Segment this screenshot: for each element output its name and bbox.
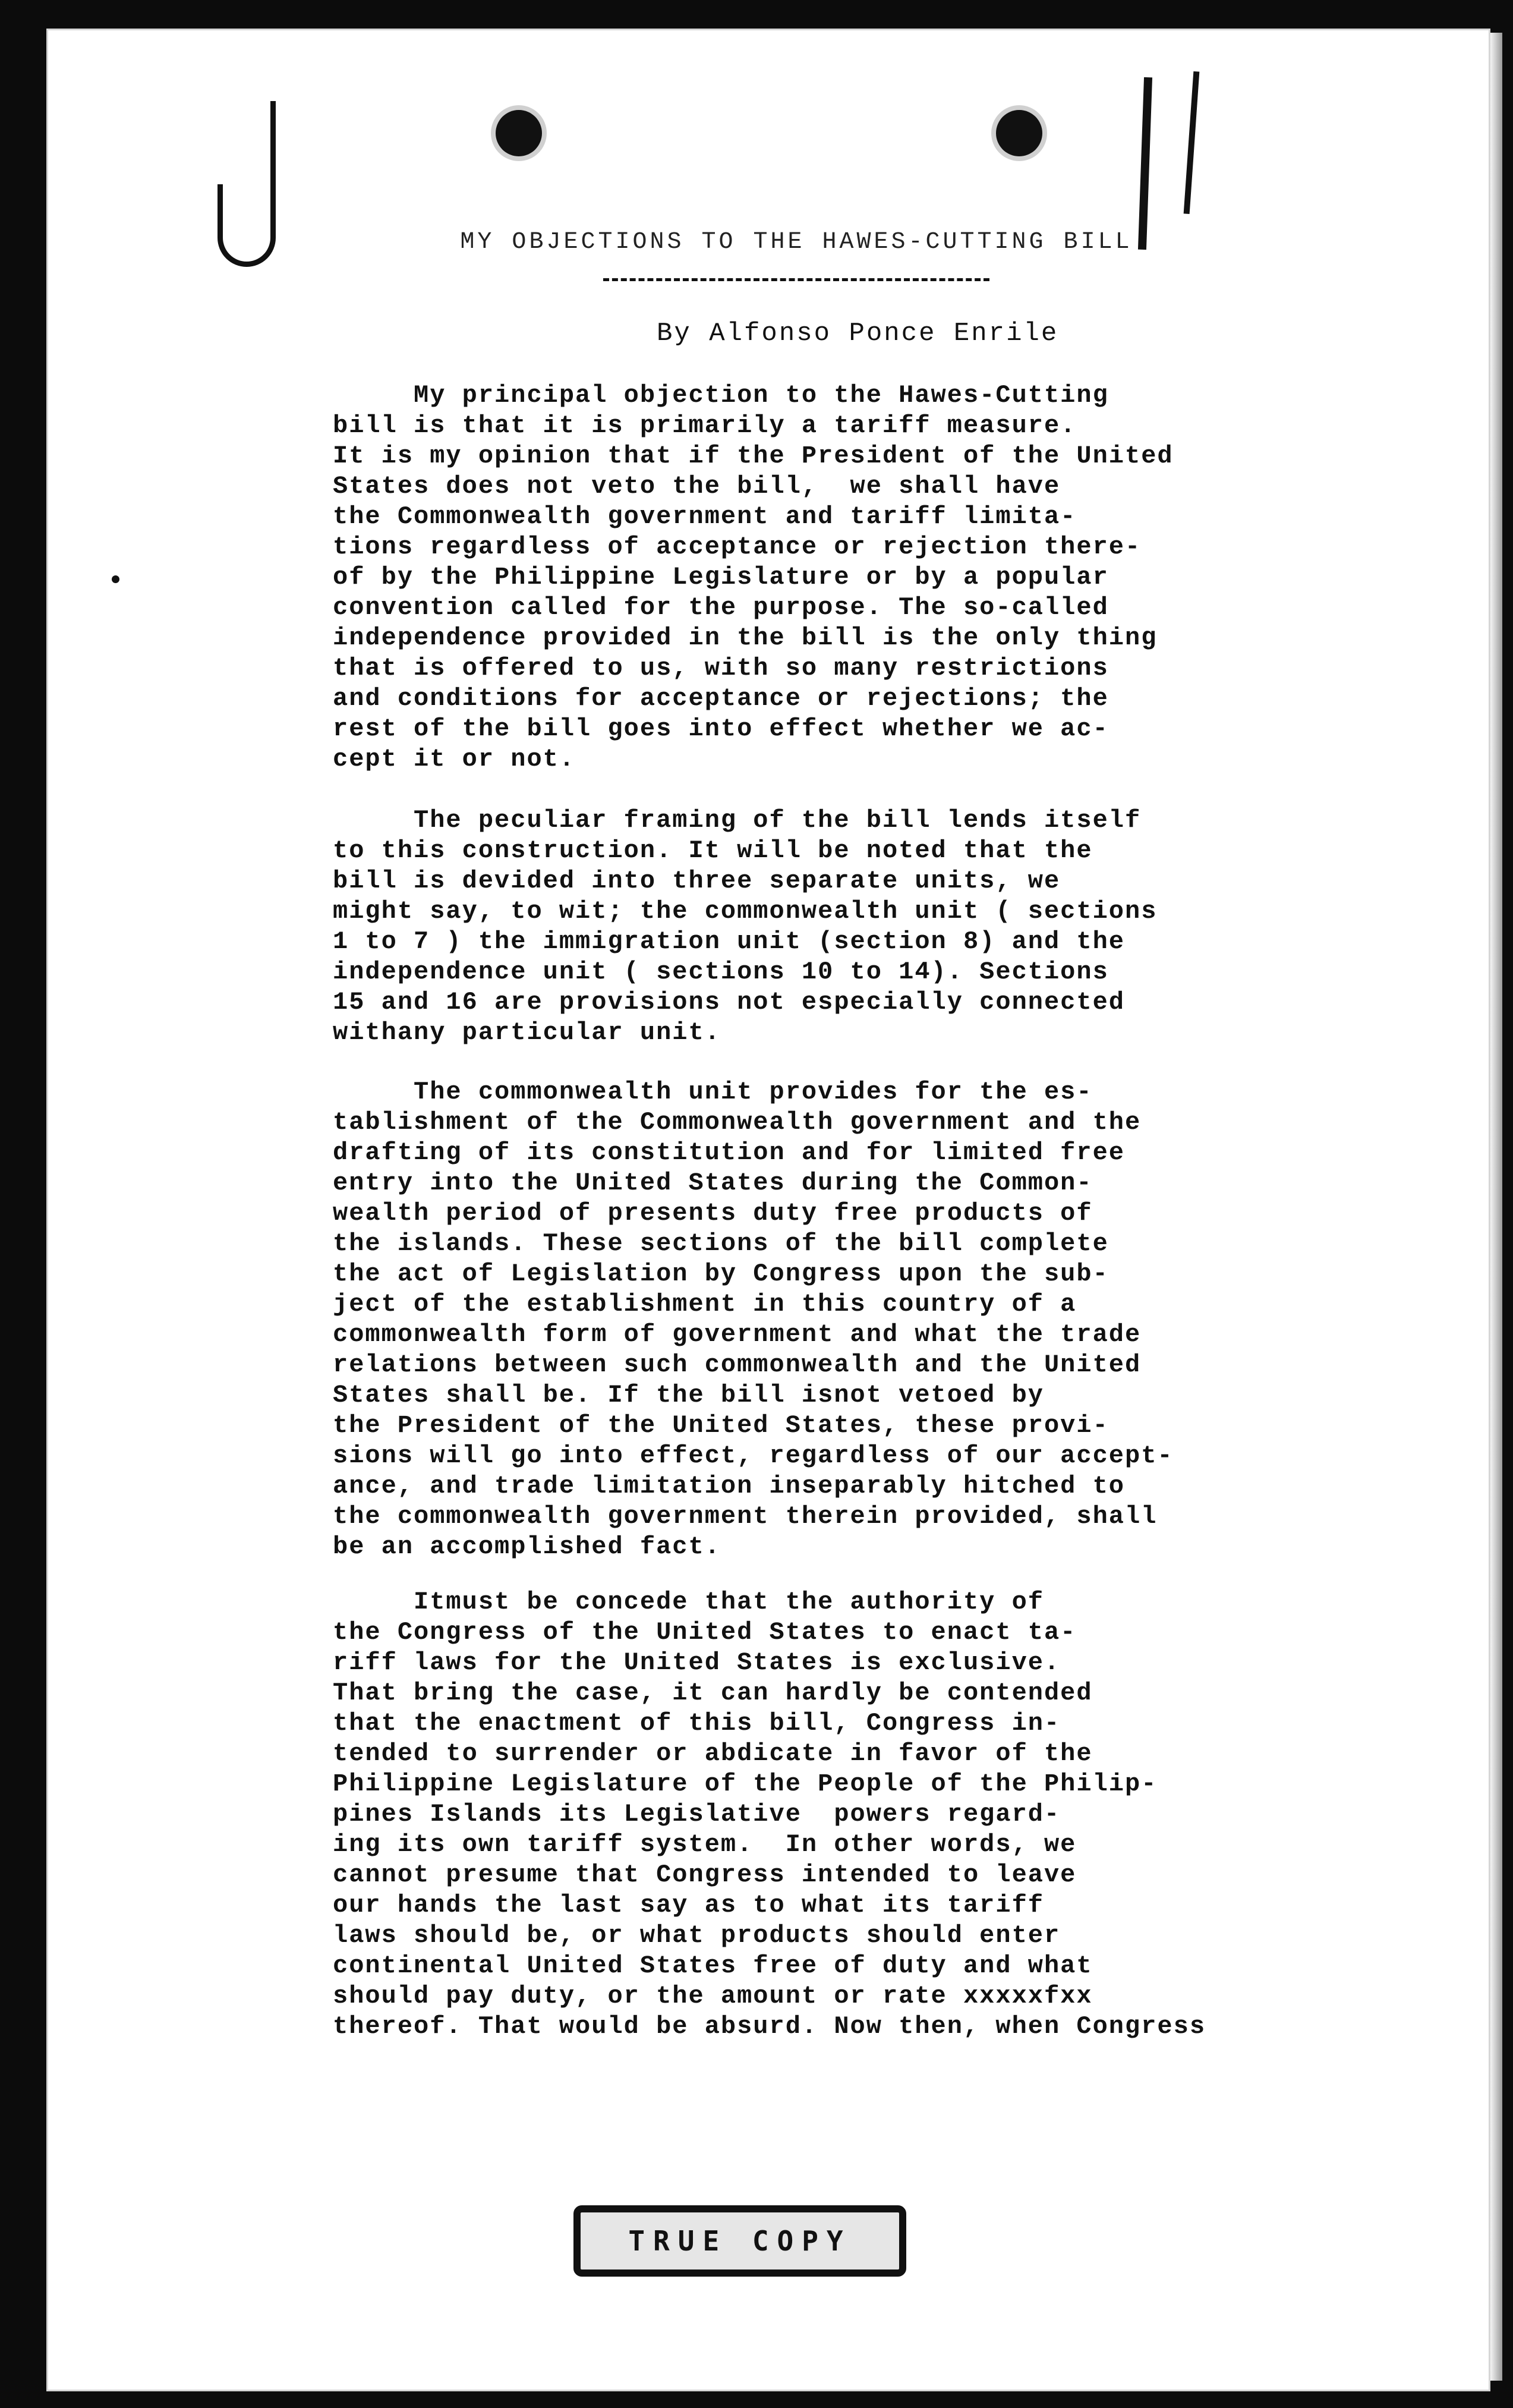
paragraph: My principal objection to the Hawes-Cutting bill is that it is primarily a tariff measure. It is my opinion that if the President of the United States does not veto the bill, we shall have the Commonwealth government and tariff limita- tions regardless of acceptance or rejection there- of by the Philippine Legislature or by a popular convention called for the purpose. The so-called independence provided in the bill is the only thing that is offered to us, with so many restrictions and conditions for acceptance or rejections; the rest of the bill goes into effect whether we ac- cept it or not. <box>333 381 1174 773</box>
paper-clip-icon <box>218 101 276 267</box>
page-edge <box>1490 33 1502 2381</box>
ink-dot <box>112 575 119 583</box>
true-copy-stamp <box>573 2205 906 2277</box>
document-title: MY OBJECTIONS TO THE HAWES-CUTTING BILL <box>460 229 1133 256</box>
paper-clip-gap <box>218 101 223 184</box>
punch-hole-right <box>996 110 1042 156</box>
punch-hole-left <box>496 110 542 156</box>
stamp-text: TRUE COPY <box>628 2225 852 2257</box>
author-line: By Alfonso Ponce Enrile <box>657 319 1059 348</box>
title-underline <box>603 278 989 281</box>
paragraph: The commonwealth unit provides for the es- tablishment of the Commonwealth government and the drafting of its constitution and for limited free entry into the United States during the Common- wealth period of presents duty free products of the islands. These sections of the bill complete the act of Legislation by Congress upon the sub- ject of the establishment in this country of a commonwealth form of government and what the trade relations between such commonwealth and the United States shall be. If the bill isnot vetoed by the President of the United States, these provi- sions will go into effect, regardless of our accept- ance, and trade limitation inseparably hitched to the commonwealth government therein provided, shall be an accomplished fact. <box>333 1078 1174 1561</box>
paragraph: Itmust be concede that the authority of the Congress of the United States to enact ta- riff laws for the United States is exclusive. That bring the case, it can hardly be contended that the enactment of this bill, Congress in- tended to surrender or abdicate in favor of the Philippine Legislature of the People of the Philip- pines Islands its Legislative powers regard- ing its own tariff system. In other words, we cannot presume that Congress intended to leave our hands the last say as to what its tariff laws should be, or what products should enter continental United States free of duty and what should pay duty, or the amount or rate xxxxxfxx thereof. That would be absurd. Now then, when Congress <box>333 1588 1206 2041</box>
paragraph: The peculiar framing of the bill lends itself to this construction. It will be noted that the bill is devided into three separate units, we might say, to wit; the commonwealth unit ( sections 1 to 7 ) the immigration unit (section 8) and the independence unit ( sections 10 to 14). Sections 15 and 16 are provisions not especially connected withany particular unit. <box>333 806 1158 1047</box>
